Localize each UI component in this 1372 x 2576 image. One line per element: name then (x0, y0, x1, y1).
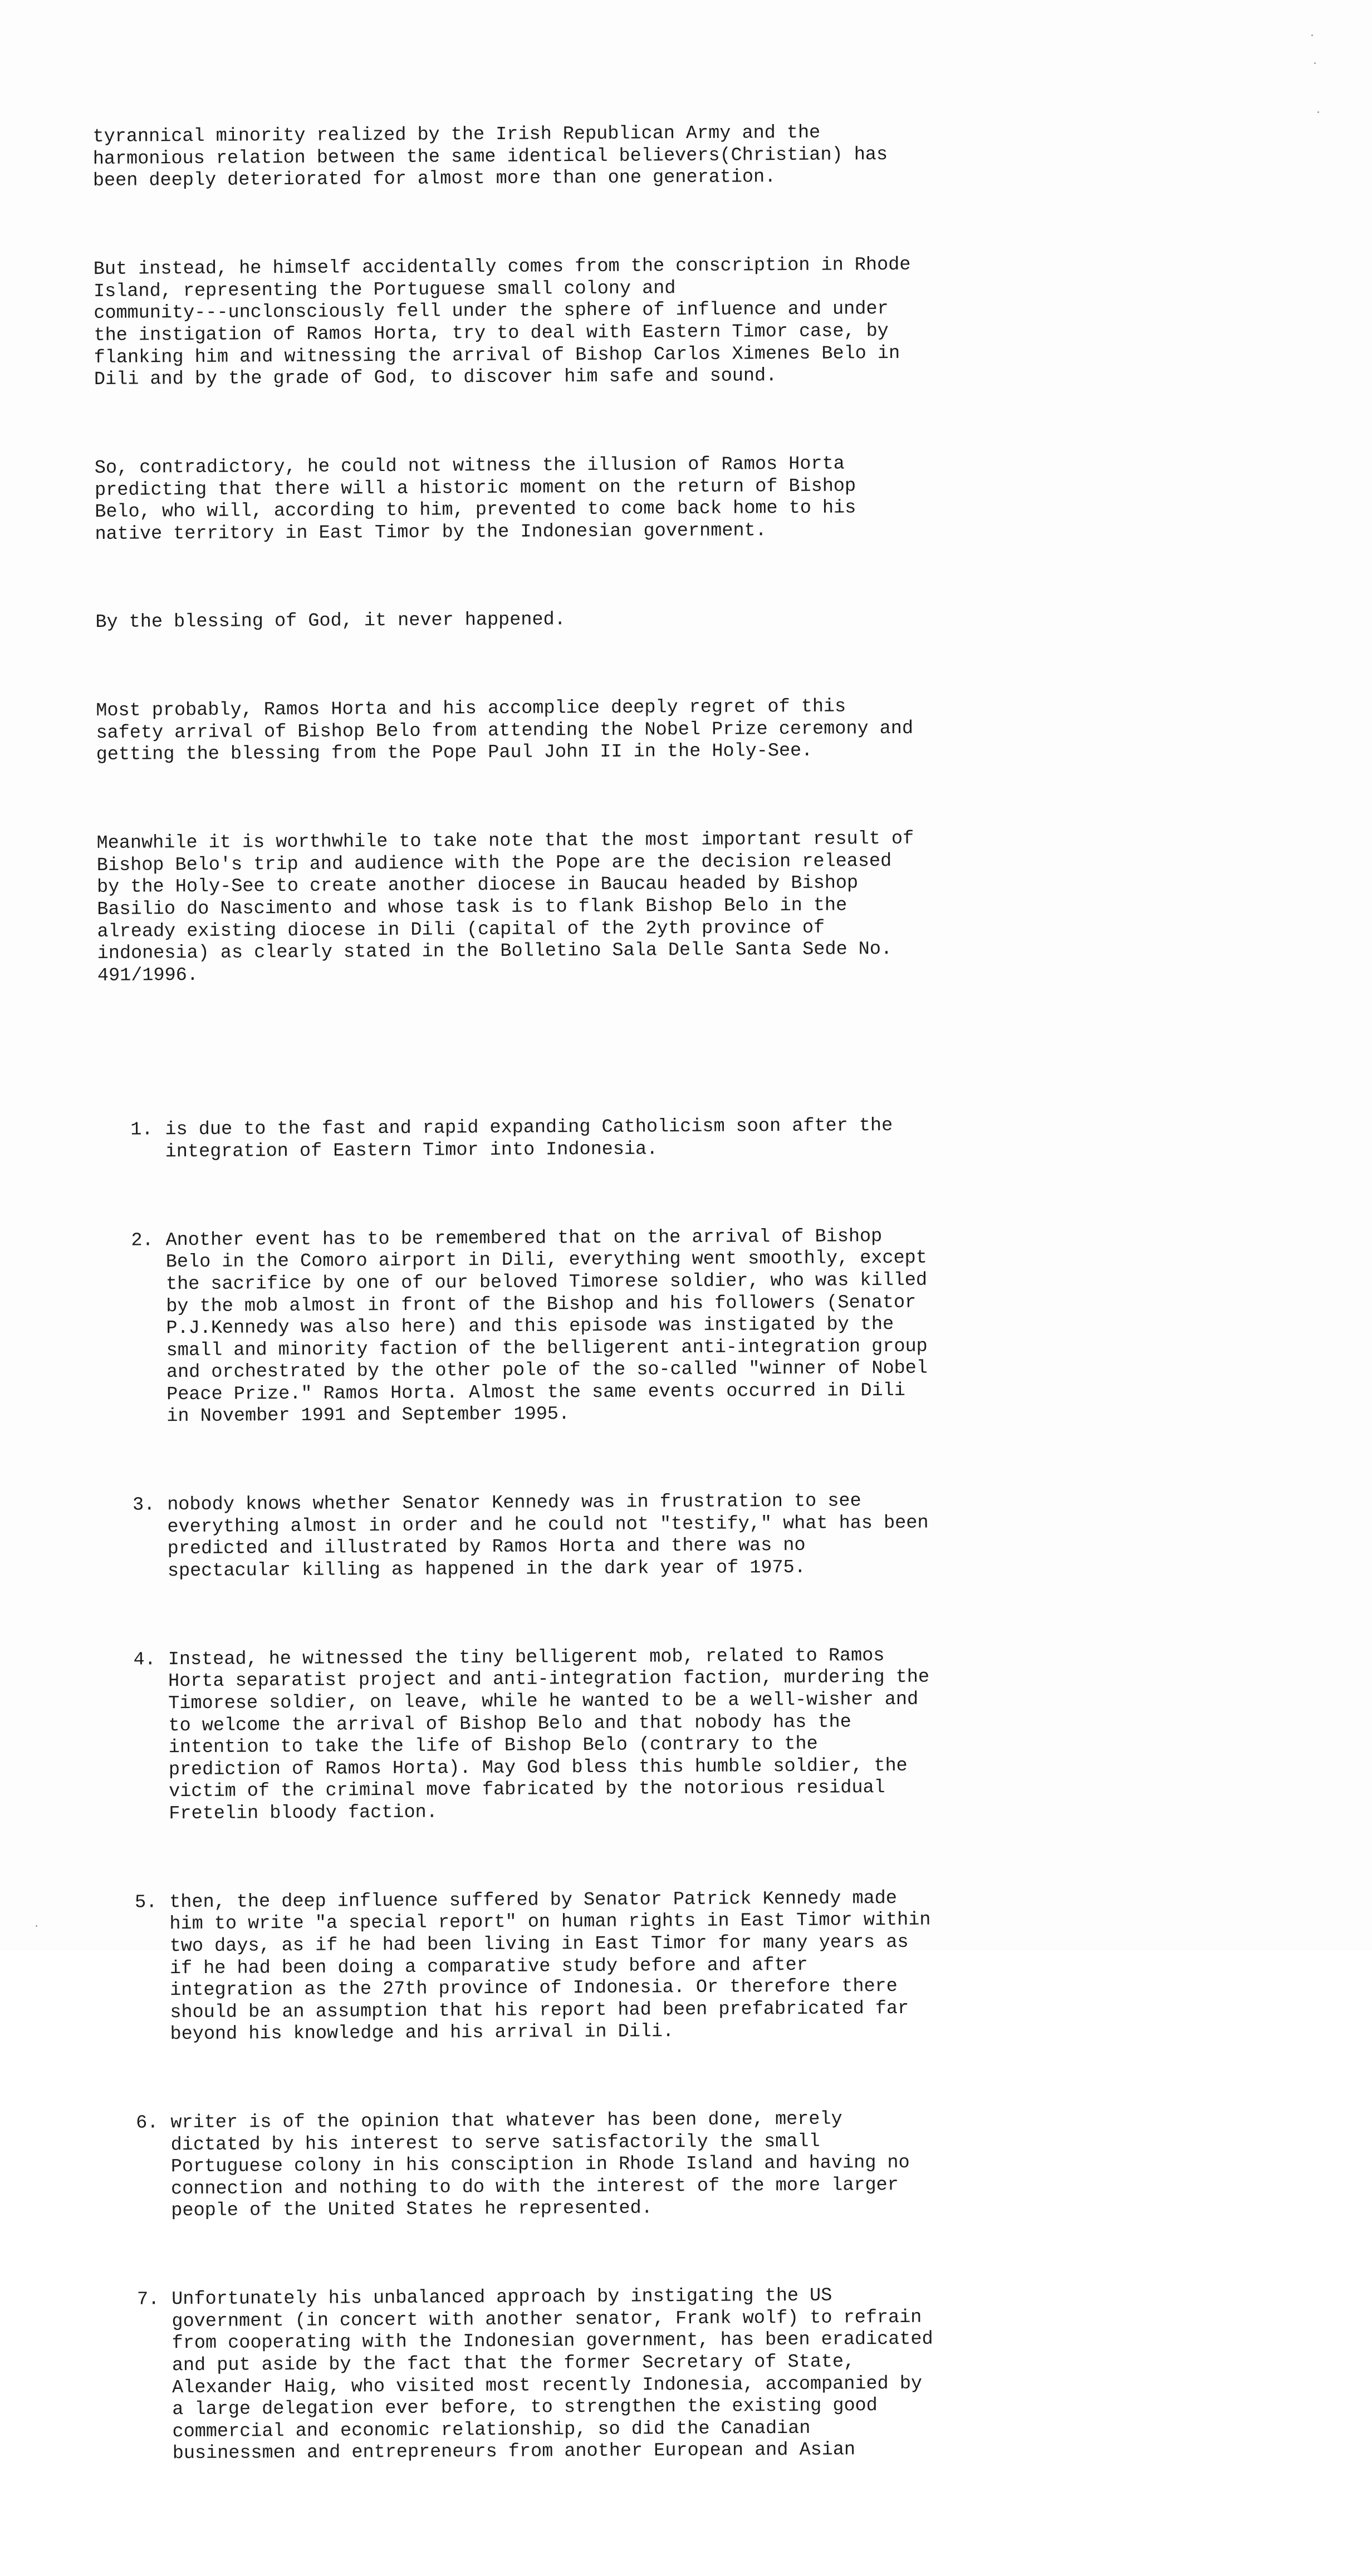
list-item (100, 1490, 1059, 1583)
list-item (102, 1887, 1061, 2047)
list-item-number: 7. (136, 2289, 160, 2310)
numbered-list (98, 1071, 1064, 2533)
document-body (92, 77, 1064, 2576)
list-item-number: 2. (131, 1230, 154, 1252)
list-item-number: 4. (133, 1649, 156, 1671)
list-item (105, 2284, 1064, 2466)
scan-speck (1317, 111, 1319, 113)
scan-speck (1314, 62, 1316, 64)
list-item-text: Instead, he witnessed the tiny belligerent mob, related to Ramos Horta separatist project and anti-integration faction, murdering the Timorese soldier, on leave, while he wanted to be a well-wisher and to welcome the arrival of Bishop Belo and that nobody has the intention to take the life of Bishop Belo (contrary to the prediction of Ramos Horta). May God bless this humble soldier, the victim of the criminal move fabricated by the notorious residual Fretelin bloody faction. (168, 1645, 930, 1825)
list-item (101, 1644, 1060, 1826)
list-item-number: 5. (134, 1892, 158, 1913)
list-item-number: 3. (132, 1494, 155, 1516)
paragraph-6: Meanwhile it is worthwhile to take note that the most important result of Bishop Belo's trip and audience with the Pope are the decision released by the Holy-See to create another diocese in Baucau headed by Bishop Basilio do Nascimento and whose task is to flank Bishop Belo in the already existing diocese in Dili (capital of the 2yth province of indonesia) as clearly stated in the Bolletino Sala Delle Santa Sede No. 491/1996. (96, 828, 914, 987)
list-item-text: writer is of the opinion that whatever has been done, merely dictated by his interest to serve satisfactorily the small Portuguese colony in his consciption in Rhode Island and having no connection and nothing to do with the interest of the more larger people of the United States he represented. (170, 2108, 910, 2222)
list-item-text: is due to the fast and rapid expanding Catholicism soon after the integration of Eastern Timor into Indonesia. (165, 1115, 893, 1163)
list-item-text: then, the deep influence suffered by Senator Patrick Kennedy made him to write "a special report" on human rights in East Timor within two days, as if he had been living in East Timor for many years as if he had been doing a comparative study before and after integration as the 27th province of Indonesia. Or therefore there should be an assumption that his report had been prefabricated far beyond his knowledge and his arrival in Dili. (169, 1887, 931, 2045)
list-item (99, 1225, 1058, 1429)
list-item-text: Unfortunately his unbalanced approach by instigating the US government (in concert with another senator, Frank wolf) to refrain from cooperating with the Indonesian government, has been eradicated and put aside by the fact that the former Secretary of State, Alexander Haig, who visited most recently Indonesia, accompanied by a large delegation ever before, to strengthen the existing good commercial and economic relationship, so did the Canadian businessmen and entrepreneurs from another European and Asian (171, 2285, 933, 2465)
list-item-number: 6. (136, 2112, 159, 2134)
list-item (98, 1115, 1056, 1164)
scan-speck (1311, 35, 1313, 36)
paragraph-2: But instead, he himself accidentally comes from the conscription in Rhode Island, representing the Portuguese small colony and community---unclonsciously fell under the sphere of influence and under the instigation of Ramos Horta, try to deal with Eastern Timor case, by flanking him and witnessing the arrival of Bishop Carlos Ximenes Belo in Dili and by the grade of God, to discover him safe and sound. (93, 254, 911, 391)
list-item (104, 2107, 1062, 2223)
list-item-text: nobody knows whether Senator Kennedy was in frustration to see everything almost in order and he could not "testify," what has been predicted and illustrated by Ramos Horta and there was no spectacular killing as happened in the dark year of 1975. (167, 1490, 929, 1582)
list-item-number: 1. (130, 1119, 153, 1141)
scan-speck (36, 1925, 37, 1927)
paragraph-3: So, contradictory, he could not witness the illusion of Ramos Horta predicting that there will a historic moment on the return of Bishop Belo, who will, according to him, prevented to come back home to his native territory in East Timor by the Indonesian government. (94, 453, 856, 545)
paragraph-4: By the blessing of God, it never happened. (95, 609, 566, 634)
paragraph-1: tyrannical minority realized by the Irish Republican Army and the harmonious relation between the same identical believers(Christian) has been deeply deteriorated for almost more than one generation. (92, 122, 888, 192)
list-item-text: Another event has to be remembered that on the arrival of Bishop Belo in the Comoro airport in Dili, everything went smoothly, except the sacrifice by one of our beloved Timorese soldier, who was killed by the mob almost in front of the Bishop and his followers (Senator P.J.Kennedy was also here) and this episode was instigated by the small and minority faction of the belligerent anti-integration group and orchestrated by the other pole of the so-called "winner of Nobel Peace Prize." Ramos Horta. Almost the same events occurred in Dili in November 1991 and September 1995. (165, 1225, 928, 1427)
paragraph-5: Most probably, Ramos Horta and his accomplice deeply regret of this safety arrival of Bishop Belo from attending the Nobel Prize ceremony and getting the blessing from the Pope Paul John II in the Holy-See. (96, 696, 914, 766)
